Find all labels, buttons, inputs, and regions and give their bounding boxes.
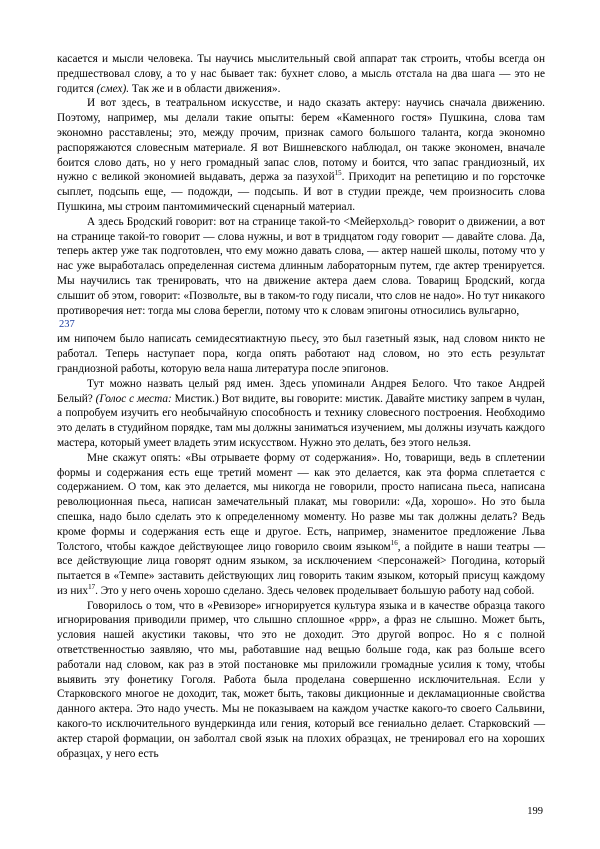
body-text — [57, 52, 545, 761]
italic-text: (Голос с места: — [95, 392, 172, 405]
text-run: А здесь Бродский говорит: вот на странице такой-то <Мейерхольд> говорит о движении, а вот на странице такой-то говорит — слова нужны, и вот в тридцатом году говорит — давайте слова. Да, теперь актер уже так подготовлен, что ему можно давать слова, — актер нашей школы, потому что у нас уже выработалась определенная система длинным лабораторным путем, где актер тренируется. Мы научились так тренировать, что на движение актера даем слова. Товарищ Бродский, когда слышит об этом, говорит: «Позвольте, вы в таком-то году писали, что слов не надо». Но тут никакого противоречия нет: тогда мы слова берегли, потому что к словам эпигоны относились вульгарно, — [57, 215, 545, 317]
footnote-ref: 16 — [390, 538, 398, 547]
text-run: Мне скажут опять: «Вы отрываете форму от содержания». Но, товарищи, ведь в сплетении формы и содержания есть еще третий момент — как это делается, как эта форма сплетается с содержанием. О том, как это делается, мы никогда не говорили, просто написана пьеса, написана революционная пьеса, написан замечательный плакат, мы говорили: «Да, хорошо». Но это была спешка, надо было сделать это к определенному моменту. Но разве мы так должны делать? Ведь кроме формы и содержания есть еще и другое. Есть, например, знаменитое предложение Льва Толстого, чтобы каждое действующее лицо говорило своим языком — [57, 451, 545, 553]
paragraph — [57, 451, 545, 599]
paragraph — [57, 215, 545, 319]
paragraph — [57, 377, 545, 451]
italic-text: (смех). — [96, 82, 130, 95]
paragraph — [57, 599, 545, 762]
text-run: Мистик.) Вот видите, вы говорите: мистик. Давайте мистику запрем в чулан, а попробуем изучить его необычайную способность и технику словесного построения. Необходимо это делать в студийном порядке, там мы должны заниматься изучением, мы должны изучать каждого мастера, который умеет владеть этим искусством. Нужно это делать, без этого нельзя. — [57, 392, 546, 449]
paragraph — [57, 52, 545, 96]
paragraph — [57, 332, 545, 376]
inner-page-marker: 237 — [59, 319, 75, 331]
text-run: касается и мысли человека. Ты научись мыслительный свой аппарат так строить, чтобы всегда он предшествовал слову, а то у нас бывает так: бухнет слово, а мысль отстала на два шага — это не годится — [57, 53, 545, 95]
text-run: . Приходит на репетицию и по горсточке сыплет, подсыпь еще, — подожди, — подсыпь. И вот в студии прежде, чем произносить слова Пушкина, мы строим пантомимический сценарный материал. — [57, 171, 545, 213]
text-run: , а пойдите в наши театры — все действующие лица говорят одним языком, за исключением <персонажей> Погодина, который пытается в «Темпе» заставить действующих лиц говорить таким языком, который присущ каждому из них — [57, 540, 545, 597]
paragraph — [57, 96, 545, 214]
footnote-ref: 15 — [334, 169, 342, 178]
page-number: 199 — [527, 806, 543, 817]
text-run: Тут можно назвать целый ряд имен. Здесь упоминали Андрея Белого. Что такое Андрей Белый? — [57, 377, 545, 405]
text-run: им нипочем было написать семидесятиактную пьесу, это был газетный язык, над словом никто не работал. Теперь наступает пора, когда опять работают над словом, но это есть результат грандиозной работы, которую вела наша литература после эпигонов. — [57, 333, 545, 375]
text-run: Так же и в области движения». — [129, 82, 281, 95]
footnote-ref: 17 — [88, 583, 96, 592]
text-run: . Это у него очень хорошо сделано. Здесь человек проделывает большую работу над собой. — [95, 584, 535, 597]
text-run: И вот здесь, в театральном искусстве, и надо сказать актеру: научись сначала движению. Поэтому, например, мы делали такие опыты: берем «Каменного гостя» Пушкина, слова там экономно расставлены; это, между прочим, признак самого большого таланта, когда экономно распоряжаются словесным материале. Я вот Вишневского наблюдал, он также экономен, вначале боится слово дать, но у него громадный запас слов, потому и боится, что запас грандиозный, их нужно с великой экономией выдавать, держа за пазухой — [57, 97, 545, 184]
text-run: Говорилось о том, что в «Ревизоре» игнорируется культура языка и в качестве образца такого игнорирования приводили пример, что слышно сплошное «ррр», а фраз не слышно. Может быть, условия нашей акустики таковы, что это не доходит. Это другой вопрос. Но я с полной ответственностью заявляю, что мы, работавшие над вещью больше года, как раз больше всего работали над словом, как раз в этой постановке мы приложили громадные усилия к тому, чтобы выявить эту фонетику Гоголя. Работа была проделана совершенно исключительная. Если у Старковского многое не доходит, так, может быть, таковы дикционные и декламационные свойства данного актера. Это надо учесть. Мы не показываем на каждом участке какого-то своего Сальвини, какого-то исключительного вундеркинда или гения, который все гениально делает. Старковский — актер старой формации, он заболтал свой язык на плохих образцах, не тренировал его на хороших образцах, у него есть — [57, 599, 545, 760]
